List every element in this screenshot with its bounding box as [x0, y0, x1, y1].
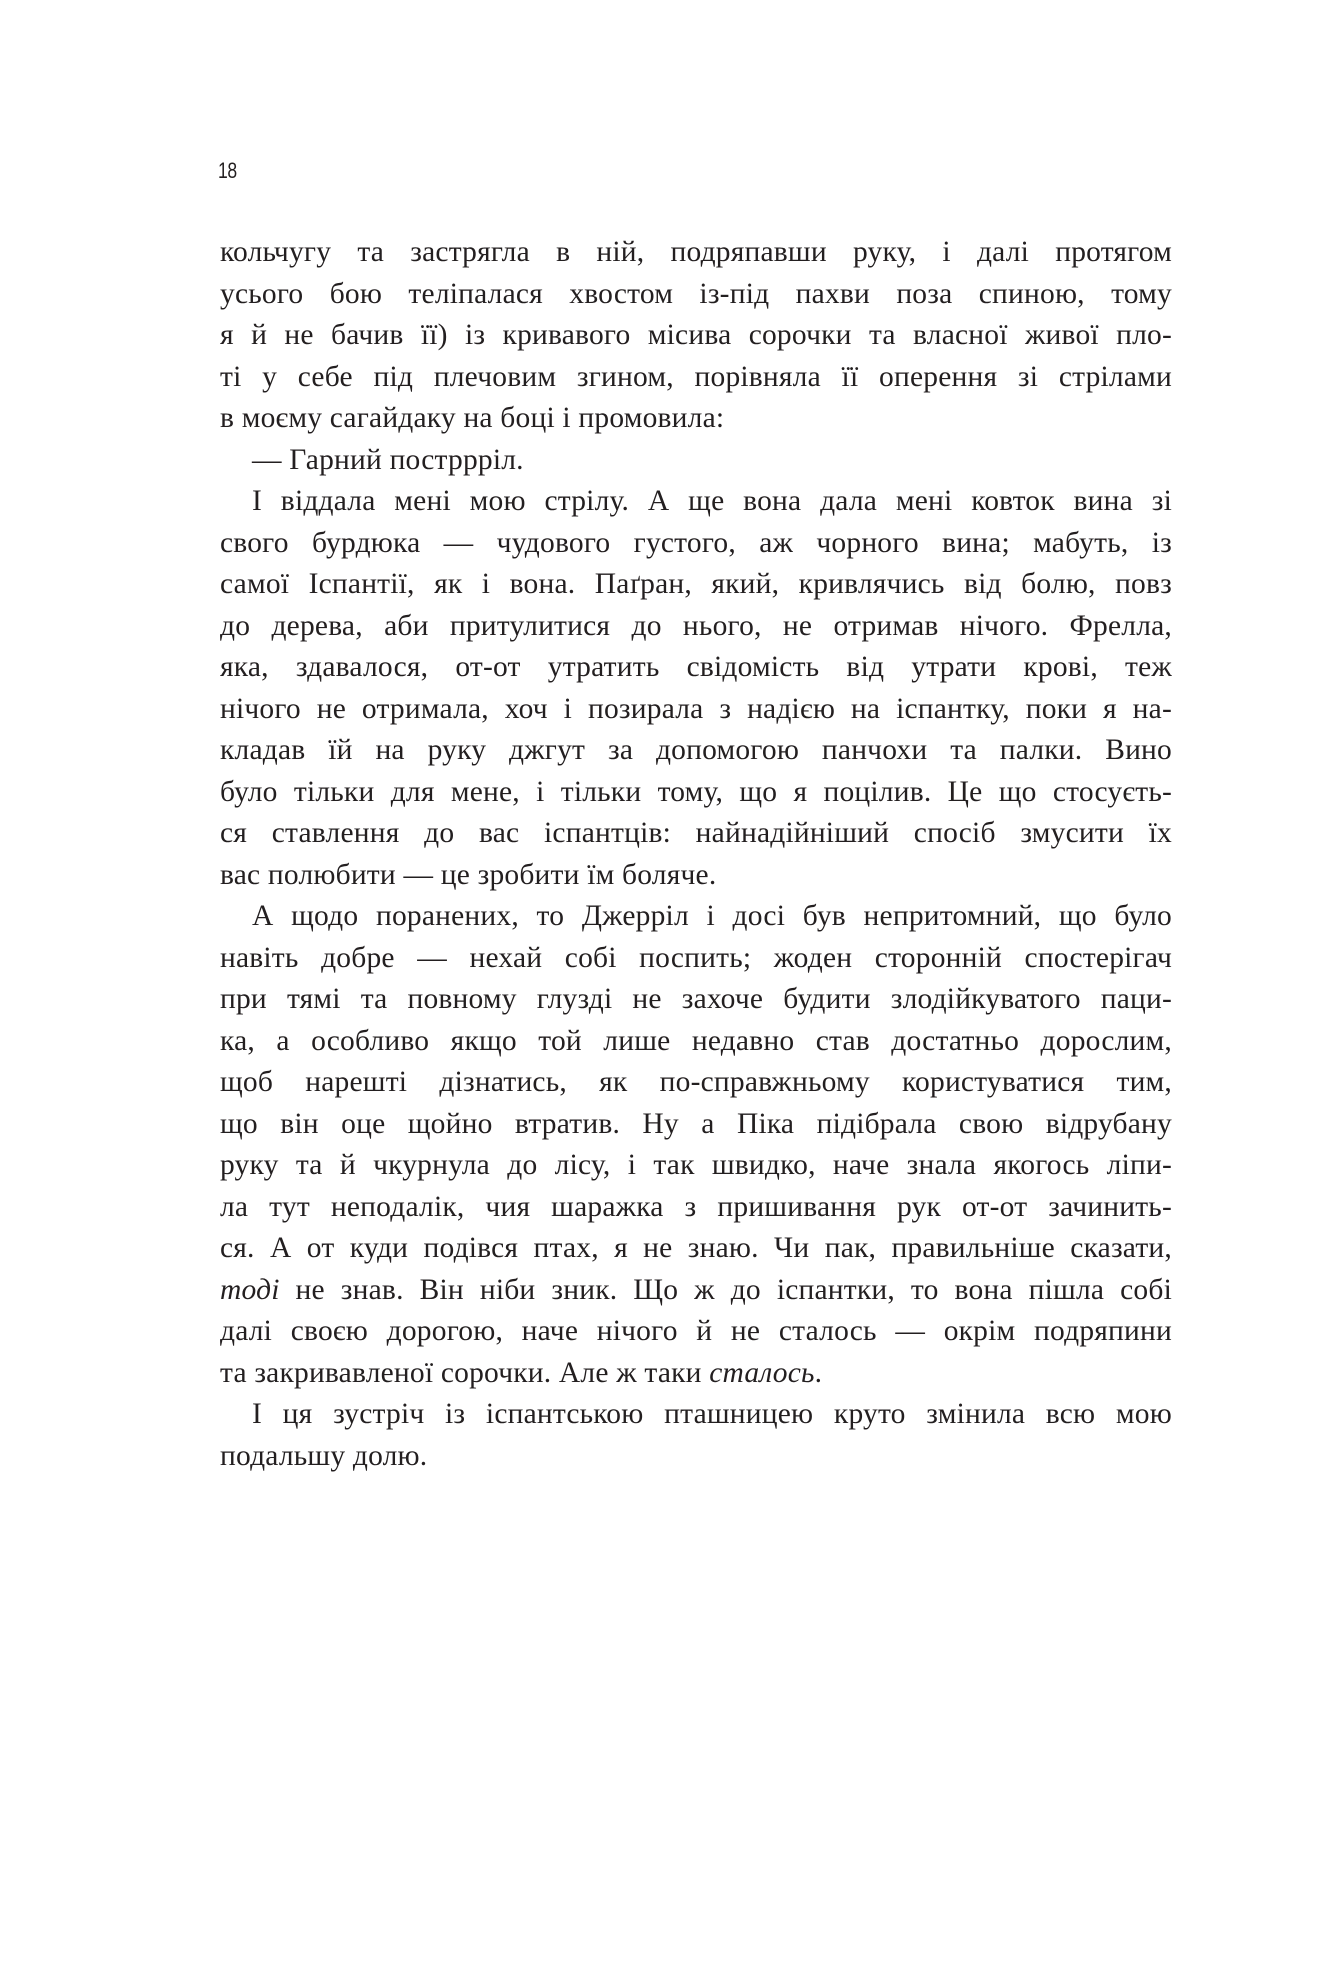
- text-line: руку та й чкурнула до лісу, і так швидко, наче знала якогось ліпи-: [220, 1149, 1172, 1181]
- text-line: ла тут неподалік, чия шаражка з пришивання рук от-от зачинить-: [220, 1190, 1172, 1223]
- dialogue-line: — Гарний постррріл.: [252, 443, 524, 476]
- text-line: [220, 1353, 1172, 1395]
- text-line: я й не бачив її) із кривавого місива сорочки та власної живої пло-: [220, 319, 1172, 351]
- text-line: свого бурдюка — чудового густого, аж чорного вина; мабуть, із: [220, 526, 1172, 559]
- text-line: вас полюбити — це зробити їм боляче.: [220, 858, 717, 891]
- text-segment: та закривавленої сорочки. Але ж таки: [220, 1356, 710, 1389]
- text-line: навіть добре — нехай собі поспить; жоден сторонній спостерігач: [220, 941, 1172, 974]
- text-line: усього бою теліпалася хвостом із-під пахви поза спиною, тому: [220, 277, 1172, 310]
- text-line: до дерева, аби притулитися до нього, не отримав нічого. Фрелла,: [220, 609, 1172, 642]
- text-line: нічого не отримала, хоч і позирала з надією на іспантку, поки я на-: [220, 692, 1172, 725]
- text-segment: .: [814, 1356, 823, 1389]
- text-line: І віддала мені мою стрілу. А ще вона дала мені ковток вина зі: [252, 485, 1172, 517]
- text-line: яка, здавалося, от-от утратить свідомість від утрати крові, теж: [220, 651, 1172, 683]
- text-line: подальшу долю.: [220, 1439, 428, 1472]
- italic-emphasis: сталось: [709, 1356, 815, 1389]
- text-line: що він оце щойно втратив. Ну а Піка підібрала свою відрубану: [220, 1107, 1172, 1140]
- text-line: І ця зустріч із іспантською пташницею круто змінила всю мою: [252, 1398, 1172, 1430]
- text-line: А щодо поранених, то Джерріл і досі був непритомний, що було: [252, 900, 1172, 932]
- text-line: [220, 1270, 1172, 1312]
- text-line: самої Іспантії, як і вона. Паґран, який, кривлячись від болю, повз: [220, 568, 1172, 600]
- text-line: було тільки для мене, і тільки тому, що я поцілив. Це що стосуєть-: [220, 775, 1172, 808]
- page-number: 18: [218, 158, 237, 183]
- text-line: кладав їй на руку джгут за допомогою панчохи та палки. Вино: [220, 734, 1172, 766]
- text-line: при тямі та повному глузді не захоче будити злодійкуватого паци-: [220, 983, 1172, 1015]
- text-line: далі своєю дорогою, наче нічого й не сталось — окрім подряпини: [220, 1315, 1172, 1347]
- text-line: ті у себе під плечовим згином, порівняла її оперення зі стрілами: [220, 360, 1172, 393]
- text-line: щоб нарешті дізнатись, як по-справжньому користуватися тим,: [220, 1066, 1172, 1098]
- text-line: кольчугу та застрягла в ній, подряпавши руку, і далі протягом: [220, 236, 1172, 268]
- text-line: в моєму сагайдаку на боці і промовила:: [220, 402, 725, 434]
- body-text: [220, 232, 1172, 1477]
- text-line: ся ставлення до вас іспантців: найнадійніший спосіб змусити їх: [220, 817, 1172, 849]
- text-line: ка, а особливо якщо той лише недавно став достатньо дорослим,: [220, 1024, 1172, 1057]
- text-line: ся. А от куди подівся птах, я не знаю. Чи пак, правильніше сказати,: [220, 1232, 1172, 1264]
- text-segment: не знав. Він ніби зник. Що ж до іспантки, то вона пішла собі: [279, 1273, 1172, 1306]
- italic-emphasis: тоді: [220, 1273, 280, 1306]
